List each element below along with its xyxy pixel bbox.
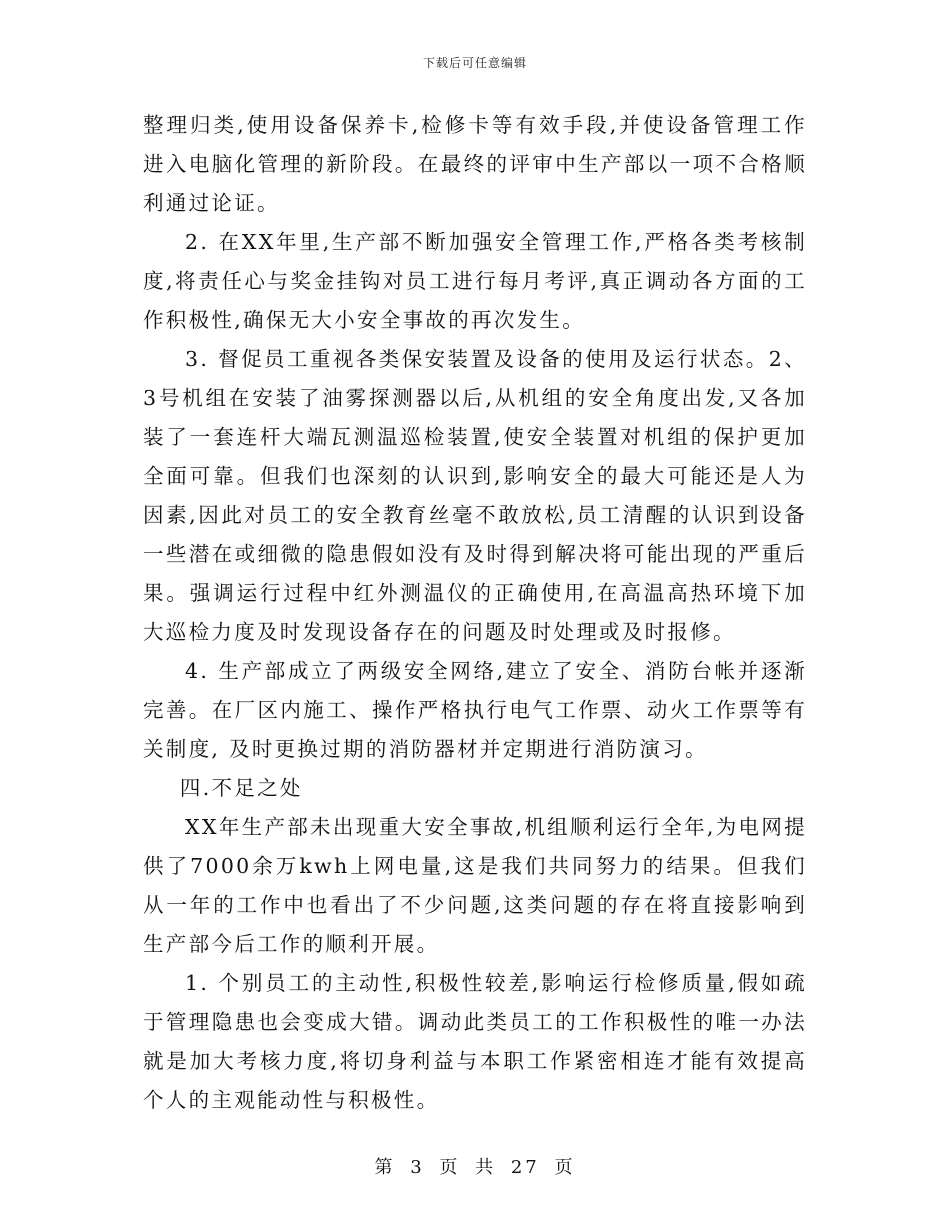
section-heading: 四.不足之处 xyxy=(179,776,303,800)
paragraph-summary: XX年生产部未出现重大安全事故,机组顺利运行全年,为电网提供了7000余万kwh上网电量,这是我们共同努力的结果。但我们从一年的工作中也看出了不少问题,这类问题的存在将直接影响到生产部今后工作的顺利开展。 xyxy=(143,815,807,956)
paragraph-item-2: 2. 在XX年里,生产部不断加强安全管理工作,严格各类考核制度,将责任心与奖金挂钩对员工进行每月考评,真正调动各方面的工作积极性,确保无大小安全事故的再次发生。 xyxy=(143,230,807,332)
header-note: 下载后可任意编辑 xyxy=(422,56,527,70)
paragraph-continuation: 整理归类,使用设备保养卡,检修卡等有效手段,并使设备管理工作进入电脑化管理的新阶段。在最终的评审中生产部以一项不合格顺利通过论证。 xyxy=(143,113,807,215)
page-number: 第 3 页 共 27 页 xyxy=(374,1157,576,1178)
paragraph-item-3: 3. 督促员工重视各类保安装置及设备的使用及运行状态。2、3号机组在安装了油雾探测器以后,从机组的安全角度出发,又各加装了一套连杆大端瓦测温巡检装置,使安全装置对机组的保护更加全面可靠。但我们也深刻的认识到,影响安全的最大可能还是人为因素,因此对员工的安全教育丝毫不敢放松,员工清醒的认识到设备一些潜在或细微的隐患假如没有及时得到解决将可能出现的严重后果。强调运行过程中红外测温仪的正确使用,在高温高热环境下加大巡检力度及时发现设备存在的问题及时处理或及时报修。 xyxy=(143,347,807,644)
paragraph-item-1: 1. 个别员工的主动性,积极性较差,影响运行检修质量,假如疏于管理隐患也会变成大错。调动此类员工的工作积极性的唯一办法就是加大考核力度,将切身利益与本职工作紧密相连才能有效提高个人的主观能动性与积极性。 xyxy=(143,971,807,1112)
document-body xyxy=(143,106,807,1120)
paragraph-item-4: 4. 生产部成立了两级安全网络,建立了安全、消防台帐并逐渐完善。在厂区内施工、操作严格执行电气工作票、动火工作票等有关制度, 及时更换过期的消防器材并定期进行消防演习。 xyxy=(143,659,807,761)
